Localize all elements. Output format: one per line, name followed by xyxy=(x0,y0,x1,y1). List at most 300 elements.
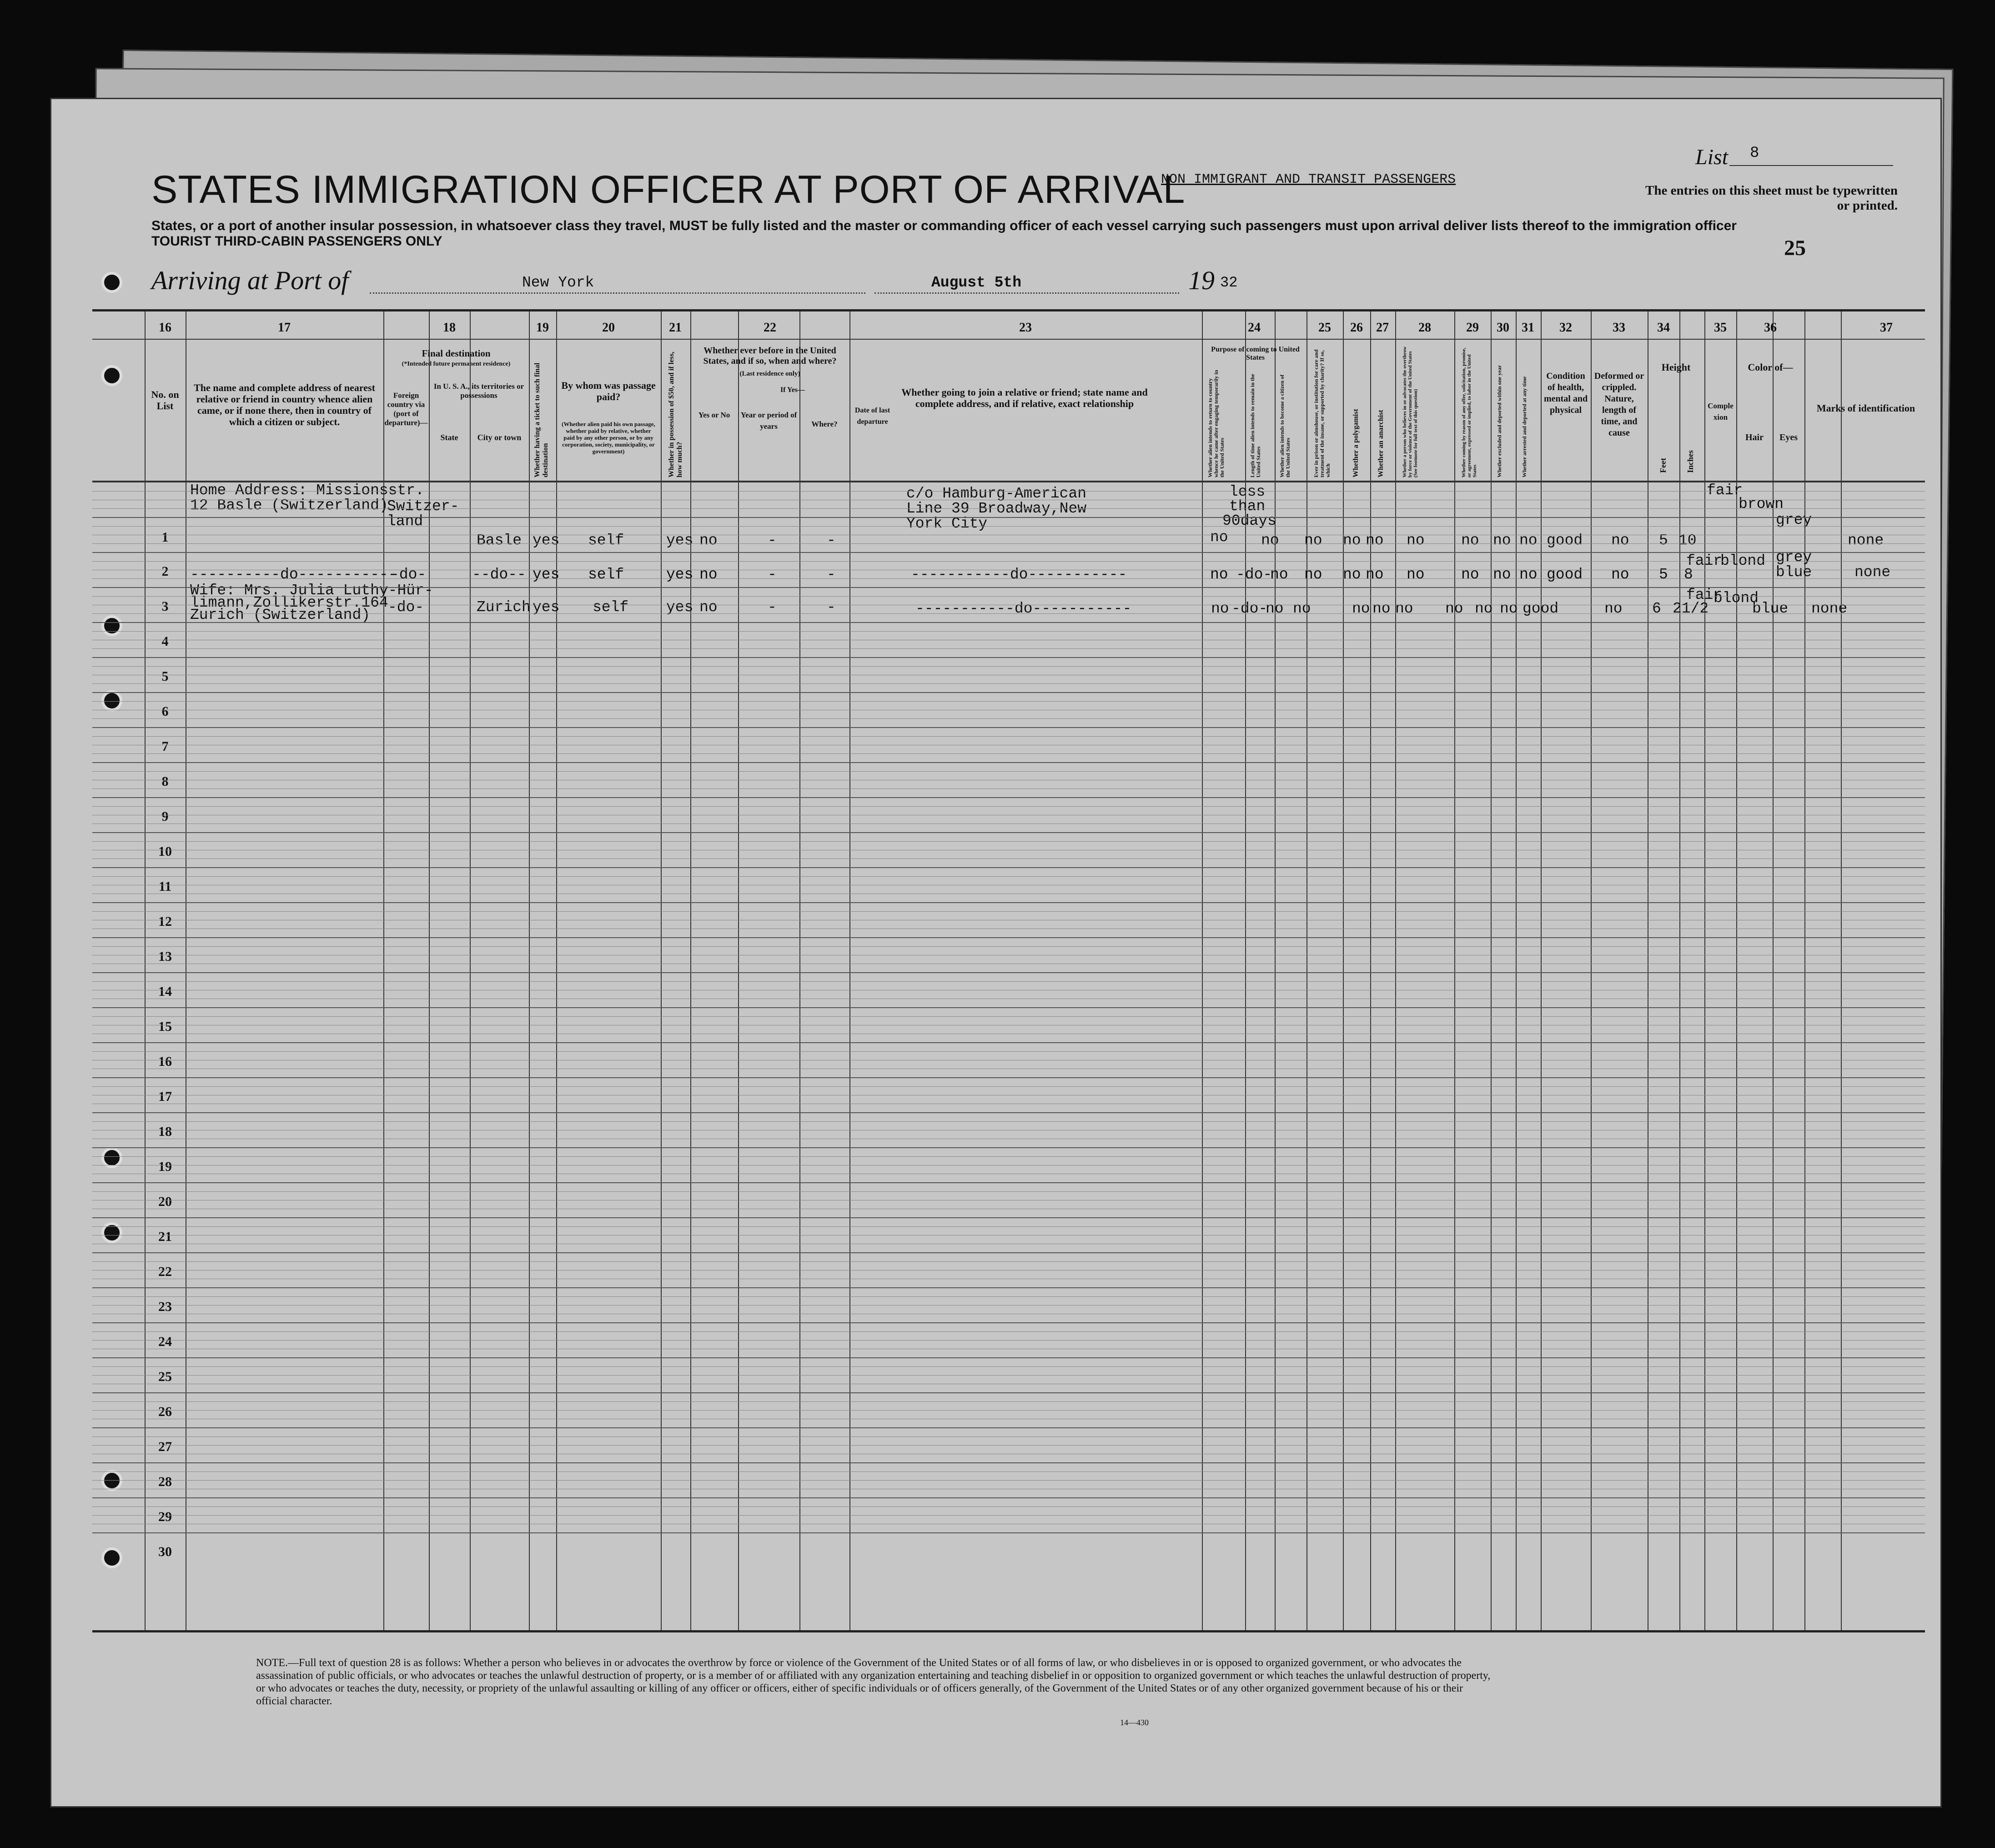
row-number: 13 xyxy=(158,949,172,964)
row-number: 2 xyxy=(161,564,169,579)
passage-paid-by: self xyxy=(588,532,624,549)
advocates-overthrow: no xyxy=(1407,566,1425,583)
row-rule xyxy=(92,578,1925,579)
column-subheader: Whether alien intends to return to country whence he came after engaging temporarily in the United States xyxy=(1207,370,1225,477)
row-rule xyxy=(92,1392,1925,1393)
row-number: 7 xyxy=(161,739,169,754)
row-number: 27 xyxy=(158,1439,172,1454)
row-number: 4 xyxy=(161,634,169,649)
column-divider xyxy=(1541,311,1542,1630)
column-number: 18 xyxy=(443,321,456,335)
row-number: 10 xyxy=(158,844,172,859)
column-subheader: Yes or No xyxy=(698,411,730,419)
column-number: 32 xyxy=(1559,321,1572,335)
row-rule xyxy=(92,1077,1925,1078)
excluded-deported: no xyxy=(1493,566,1511,583)
foreign-via: -do- xyxy=(388,599,424,616)
row-rule xyxy=(92,1497,1925,1498)
row-rule xyxy=(92,981,1925,982)
ever-in-prison: no xyxy=(1304,532,1322,549)
manifest-table xyxy=(92,309,1925,1632)
column-number: 19 xyxy=(536,321,549,335)
row-rule xyxy=(92,657,1925,658)
years-in-us: - xyxy=(768,566,777,583)
has-50-dollars: yes xyxy=(666,566,693,583)
entries-instruction: The entries on this sheet must be typewritten or printed. xyxy=(1645,183,1898,213)
column-subheader: Length of time alien intends to remain in the United States xyxy=(1249,374,1261,477)
row-rule xyxy=(92,552,1925,553)
row-number: 3 xyxy=(161,599,169,614)
row-rule xyxy=(92,622,1925,623)
row-rule xyxy=(92,1445,1925,1446)
deformed: no xyxy=(1611,532,1629,549)
column-number: 31 xyxy=(1522,321,1534,335)
length-of-stay: than xyxy=(1229,498,1266,515)
deformed: no xyxy=(1611,566,1629,583)
row-rule xyxy=(92,692,1925,693)
advocates-overthrow: no xyxy=(1407,532,1425,549)
row-rule xyxy=(92,1261,1925,1262)
length-of-stay: less xyxy=(1229,483,1266,500)
row-rule xyxy=(92,876,1925,877)
row-number: 30 xyxy=(158,1544,172,1559)
column-divider xyxy=(1370,311,1371,1630)
row-number: 22 xyxy=(158,1264,172,1279)
intro-text xyxy=(151,218,1737,249)
column-subheader: Year or period of years xyxy=(740,411,797,431)
port-underline xyxy=(370,292,865,294)
row-rule xyxy=(92,1322,1925,1323)
column-divider xyxy=(1679,311,1680,1630)
relative-address: Home Address: Missionsstr. xyxy=(190,482,424,499)
row-rule xyxy=(92,1156,1925,1157)
row-number: 6 xyxy=(161,704,169,719)
column-number: 35 xyxy=(1714,321,1727,335)
labor-contract: no xyxy=(1445,600,1463,617)
anarchist: no xyxy=(1366,566,1384,583)
years-in-us: - xyxy=(768,599,777,616)
ever-before-in-us: no xyxy=(699,566,718,583)
height-inches: 10 xyxy=(1678,532,1697,549)
row-rule xyxy=(92,727,1925,728)
column-divider xyxy=(529,311,530,1630)
row-number: 25 xyxy=(158,1369,172,1384)
column-divider xyxy=(1736,311,1737,1630)
joining-relative: -----------do----------- xyxy=(911,566,1127,583)
column-divider xyxy=(556,311,557,1630)
row-rule xyxy=(92,736,1925,737)
eye-color: blue xyxy=(1752,600,1789,617)
relative-address: Zurich (Switzerland) xyxy=(190,607,371,623)
row-rule xyxy=(92,613,1925,614)
column-subheader: Hair xyxy=(1745,432,1764,442)
row-rule xyxy=(92,1331,1925,1332)
row-rule xyxy=(92,718,1925,719)
column-header: Marks of identification xyxy=(1816,402,1915,414)
row-rule xyxy=(92,911,1925,912)
ever-before-in-us: no xyxy=(699,599,718,616)
row-rule xyxy=(92,1121,1925,1122)
row-rule xyxy=(92,631,1925,632)
row-rule xyxy=(92,543,1925,544)
row-rule xyxy=(92,1480,1925,1481)
identification-marks: none xyxy=(1848,532,1884,549)
column-header: Whether going to join a relative or friend; state name and complete address, and if relative, exact relationship xyxy=(901,387,1148,409)
column-divider xyxy=(145,311,146,1630)
row-rule xyxy=(92,1471,1925,1472)
column-number: 29 xyxy=(1466,321,1479,335)
row-rule xyxy=(92,1366,1925,1367)
ever-in-prison: no xyxy=(1304,566,1322,583)
arrested-deported: no xyxy=(1500,600,1518,617)
row-number: 1 xyxy=(161,530,169,545)
row-rule xyxy=(92,788,1925,789)
labor-contract: no xyxy=(1461,532,1479,549)
labor-contract: no xyxy=(1461,566,1479,583)
form-number: 14—430 xyxy=(1120,1718,1149,1727)
column-header: Ever in prison or almshouse, or institution for care and treatment of the insane, or supported by charity? If so, which xyxy=(1313,349,1331,477)
row-rule xyxy=(92,1007,1925,1008)
column-header: Whether a polygamist xyxy=(1352,409,1360,477)
row-rule xyxy=(92,1340,1925,1341)
column-divider xyxy=(1804,311,1805,1630)
identification-marks: none xyxy=(1811,600,1848,617)
column-divider xyxy=(1275,311,1276,1630)
column-divider xyxy=(690,311,691,1630)
row-rule xyxy=(92,1410,1925,1411)
complexion: fair xyxy=(1686,552,1723,569)
row-number: 5 xyxy=(161,669,169,684)
row-rule xyxy=(92,1375,1925,1376)
health-condition: good xyxy=(1547,532,1583,549)
column-number: 20 xyxy=(602,321,615,335)
column-subheader: (Whether alien paid his own passage, whether paid by relative, whether paid by any other person, or by any corporation, society, municipality, or government) xyxy=(562,421,655,455)
row-rule xyxy=(92,587,1925,588)
health-condition: good xyxy=(1523,600,1559,617)
relative-address: Wife: Mrs. Julia Luthy-Hür- xyxy=(190,582,433,599)
form-title: STATES IMMIGRATION OFFICER AT PORT OF ARRIVAL xyxy=(151,168,1186,211)
ever-before-in-us: no xyxy=(699,532,718,549)
row-number: 9 xyxy=(161,809,169,824)
excluded-deported: no xyxy=(1493,532,1511,549)
intends-return: no xyxy=(1210,529,1228,546)
row-rule xyxy=(92,1287,1925,1288)
column-subheader: Inches xyxy=(1686,450,1695,473)
column-number: 30 xyxy=(1497,321,1509,335)
row-number: 8 xyxy=(161,774,169,789)
ever-in-prison: no xyxy=(1293,600,1311,617)
row-number: 14 xyxy=(158,984,172,999)
column-divider xyxy=(1841,311,1842,1630)
row-rule xyxy=(92,1086,1925,1087)
height-inches: 8 xyxy=(1684,566,1693,583)
foreign-via: land xyxy=(387,513,423,530)
passage-paid-by: self xyxy=(588,566,624,583)
row-number: 23 xyxy=(158,1299,172,1314)
row-number: 21 xyxy=(158,1229,172,1244)
row-rule xyxy=(92,1016,1925,1017)
column-header: Whether in possession of $50, and if less, how much? xyxy=(668,352,683,477)
column-subheader: In U. S. A., its territories or possessions xyxy=(433,382,524,400)
column-number: 24 xyxy=(1248,321,1261,335)
list-number: 8 xyxy=(1750,145,1759,162)
column-header: Whether arrested and deported at any time xyxy=(1521,376,1528,477)
column-divider xyxy=(1454,311,1455,1630)
row-number: 19 xyxy=(158,1159,172,1174)
column-subheader: Feet xyxy=(1658,458,1668,473)
row-rule xyxy=(92,491,1925,492)
column-number: 27 xyxy=(1376,321,1389,335)
intro-line: TOURIST THIRD-CABIN PASSENGERS ONLY xyxy=(151,234,442,249)
column-number: 26 xyxy=(1350,321,1363,335)
passage-paid-by: self xyxy=(593,599,629,616)
year-suffix: 32 xyxy=(1220,274,1238,291)
column-divider xyxy=(1343,311,1344,1630)
column-divider xyxy=(1491,311,1492,1630)
column-subheader: Date of last departure xyxy=(854,407,890,426)
row-rule xyxy=(92,1427,1925,1428)
eye-color: grey xyxy=(1776,549,1812,566)
length-of-stay: -do- xyxy=(1236,566,1272,583)
intro-line: States, or a port of another insular possession, in whatsoever class they travel, MUST be fully listed and the master or commanding officer of each vessel carrying such passengers must upon arrival deliver lists thereof to the immigration officer xyxy=(151,218,1737,233)
intends-citizenship: no xyxy=(1261,532,1279,549)
row-rule xyxy=(92,902,1925,903)
arriving-label: Arriving at Port of xyxy=(151,266,349,295)
where-in-us: - xyxy=(827,599,836,616)
column-number-divider xyxy=(92,339,1925,340)
row-rule xyxy=(92,1462,1925,1463)
row-rule xyxy=(92,1532,1925,1533)
column-header: Final destination xyxy=(422,348,491,359)
complexion: fair xyxy=(1707,482,1743,499)
column-subheader: Eyes xyxy=(1779,432,1798,442)
has-ticket: yes xyxy=(533,566,560,583)
column-header: By whom was passage paid? xyxy=(561,380,656,402)
hair-color: blond xyxy=(1714,590,1759,607)
column-number: 33 xyxy=(1613,321,1625,335)
row-rule xyxy=(92,517,1925,518)
identification-marks: none xyxy=(1854,564,1891,581)
column-number: 16 xyxy=(159,321,171,335)
height-inches: 21/2 xyxy=(1673,600,1709,617)
page-number: 25 xyxy=(1784,236,1806,260)
column-number: 22 xyxy=(764,321,776,335)
row-number: 11 xyxy=(158,879,172,894)
year-prefix: 19 xyxy=(1188,266,1215,295)
column-divider xyxy=(470,311,471,1630)
row-rule xyxy=(92,1357,1925,1358)
row-rule xyxy=(92,1051,1925,1052)
row-rule xyxy=(92,1147,1925,1148)
joining-relative: York City xyxy=(906,515,988,532)
row-rule xyxy=(92,797,1925,798)
column-header: Whether excluded and deported within one year xyxy=(1496,365,1503,477)
arrested-deported: no xyxy=(1519,532,1538,549)
row-rule xyxy=(92,1436,1925,1437)
binder-hole xyxy=(101,272,122,293)
column-subheader: City or town xyxy=(477,433,522,442)
row-rule xyxy=(92,806,1925,807)
row-number: 16 xyxy=(158,1054,172,1069)
relative-address: 12 Basle (Switzerland) xyxy=(190,497,388,514)
form-subtitle-stamp: NON IMMIGRANT AND TRANSIT PASSENGERS xyxy=(1161,172,1456,187)
row-number: 28 xyxy=(158,1474,172,1489)
row-number: 15 xyxy=(158,1019,172,1034)
row-rule xyxy=(92,753,1925,754)
polygamist: no xyxy=(1343,566,1361,583)
row-rule xyxy=(92,508,1925,509)
row-number: 24 xyxy=(158,1334,172,1349)
column-header: Whether coming by reason of any offer, solicitation, promise, or agreement, expressed or implied, to labor in the United States xyxy=(1461,347,1477,477)
row-rule xyxy=(92,1296,1925,1297)
column-header: Whether an anarchist xyxy=(1377,410,1385,477)
date-value: August 5th xyxy=(931,274,1022,291)
column-subheader: Foreign country via (port of departure)— xyxy=(384,391,428,427)
column-number: 36 xyxy=(1764,321,1777,335)
row-rule xyxy=(92,1191,1925,1192)
health-condition: good xyxy=(1547,566,1583,583)
column-header: Condition of health, mental and physical xyxy=(1543,371,1588,415)
row-rule xyxy=(92,1042,1925,1043)
date-underline xyxy=(874,292,1179,294)
where-in-us: - xyxy=(827,566,836,583)
destination-city: --do-- xyxy=(472,566,526,583)
eye-color: grey xyxy=(1776,512,1812,528)
row-rule xyxy=(92,841,1925,842)
has-50-dollars: yes xyxy=(666,532,693,549)
polygamist: no xyxy=(1352,600,1370,617)
row-rule xyxy=(92,1515,1925,1516)
intends-return: no xyxy=(1210,566,1228,583)
row-rule xyxy=(92,867,1925,868)
foreign-via: -do- xyxy=(390,566,427,583)
row-rule xyxy=(92,1112,1925,1113)
row-rule xyxy=(92,1401,1925,1402)
row-number: 29 xyxy=(158,1509,172,1524)
has-ticket: yes xyxy=(533,599,560,616)
intends-return: no xyxy=(1211,600,1229,617)
column-number: 28 xyxy=(1418,321,1431,335)
has-ticket: yes xyxy=(533,532,560,549)
column-header: Complexion xyxy=(1708,402,1734,422)
joining-relative: Line 39 Broadway,New xyxy=(906,500,1087,517)
row-rule xyxy=(92,1217,1925,1218)
port-value: New York xyxy=(522,274,594,291)
polygamist: no xyxy=(1343,532,1361,549)
row-number: 18 xyxy=(158,1124,172,1139)
column-divider xyxy=(738,311,739,1630)
row-rule xyxy=(92,526,1925,527)
column-header: The name and complete address of nearest relative or friend in country whence alien came, or if none there, then in country of which a citizen or subject. xyxy=(194,382,375,427)
column-number: 21 xyxy=(669,321,682,335)
relative-address: ----------do----------- xyxy=(190,566,397,583)
row-rule xyxy=(92,1305,1925,1306)
advocates-overthrow: no xyxy=(1395,600,1413,617)
column-number: 25 xyxy=(1318,321,1331,335)
hair-color: brown xyxy=(1739,496,1784,512)
row-rule xyxy=(92,1182,1925,1183)
anarchist: no xyxy=(1372,600,1391,617)
column-header: No. on List xyxy=(151,389,179,412)
column-divider xyxy=(799,311,800,1630)
column-header: Color of— xyxy=(1748,362,1793,373)
relative-address: limann,Zollikerstr.164 xyxy=(190,594,388,611)
height-feet: 6 xyxy=(1652,600,1661,617)
column-header: Whether a person who believes in or advocates the overthrow by force or violence of the Government of the United States (See footnote for full text of this question) xyxy=(1402,346,1418,477)
footnote-question-28: NOTE.—Full text of question 28 is as follows: Whether a person who believes in or advocates the overthrow by force or violence of the Government of the United States or of all forms of law, or who disbelieves in or is opposed to organized government, or who advocates the assassination of public officials, or who advocates or teaches the unlawful destruction of property, or is a member of or affiliated with any organization entertaining and teaching disbelief in or opposition to organized government or which teaches the unlawful destruction of property, or who advocates or teaches the duty, necessity, or propriety of the unlawful assaulting or killing of any officer or officers, either of specific individuals or of officers generally, of the Government of the United States or of any other organized government because of his or their official character. xyxy=(256,1657,1491,1707)
column-divider xyxy=(1516,311,1517,1630)
deformed: no xyxy=(1604,600,1623,617)
column-subheader: Whether alien intends to become a citizen of the United States xyxy=(1279,374,1291,477)
row-rule xyxy=(92,1252,1925,1253)
destination-city: Zurich xyxy=(477,599,531,616)
row-rule xyxy=(92,561,1925,562)
column-divider xyxy=(661,311,662,1630)
eye-color: blue xyxy=(1776,564,1812,581)
anarchist: no xyxy=(1366,532,1384,549)
destination-city: Basle xyxy=(477,532,522,549)
complexion: fair xyxy=(1686,587,1723,603)
column-header: Whether having a ticket to such final destination xyxy=(533,362,549,477)
where-in-us: - xyxy=(827,532,836,549)
foreign-via: Switzer- xyxy=(387,498,459,515)
arrested-deported: no xyxy=(1519,566,1538,583)
column-header: Purpose of coming to United States xyxy=(1211,346,1300,362)
intends-citizenship: no xyxy=(1266,600,1284,617)
column-divider xyxy=(1202,311,1203,1630)
row-rule xyxy=(92,946,1925,947)
column-header: Deformed or crippled. Nature, length of time, and cause xyxy=(1594,371,1644,438)
row-number: 12 xyxy=(158,914,172,929)
row-rule xyxy=(92,596,1925,597)
row-rule xyxy=(92,771,1925,772)
column-header: Whether ever before in the United States, and if so, when and where? xyxy=(703,346,837,366)
excluded-deported: no xyxy=(1475,600,1493,617)
row-rule xyxy=(92,832,1925,833)
column-subheader: State xyxy=(440,433,458,442)
column-subheader: (Last residence only) xyxy=(739,370,800,377)
row-rule xyxy=(92,1226,1925,1227)
column-number: 37 xyxy=(1880,321,1893,335)
row-rule xyxy=(92,701,1925,702)
intends-citizenship: no xyxy=(1270,566,1288,583)
manifest-sheet xyxy=(50,98,1942,1808)
row-number: 17 xyxy=(158,1089,172,1104)
list-label: List xyxy=(1695,145,1729,169)
row-rule xyxy=(92,648,1925,649)
joining-relative: c/o Hamburg-American xyxy=(906,485,1087,502)
row-number: 26 xyxy=(158,1404,172,1419)
column-number: 23 xyxy=(1019,321,1032,335)
row-rule xyxy=(92,666,1925,667)
row-rule xyxy=(92,972,1925,973)
column-subheader: (*Intended future permanent residence) xyxy=(402,361,511,367)
column-divider xyxy=(1591,311,1592,1630)
length-of-stay: -do- xyxy=(1231,600,1268,617)
height-feet: 5 xyxy=(1659,532,1668,549)
joining-relative: -----------do----------- xyxy=(915,600,1132,617)
column-subheader: Where? xyxy=(811,420,838,428)
row-rule xyxy=(92,683,1925,684)
column-divider xyxy=(1704,311,1705,1630)
list-underline xyxy=(1729,165,1893,166)
height-feet: 5 xyxy=(1659,566,1668,583)
row-rule xyxy=(92,937,1925,938)
years-in-us: - xyxy=(768,532,777,549)
has-50-dollars: yes xyxy=(666,599,693,616)
column-number: 34 xyxy=(1657,321,1670,335)
row-number: 20 xyxy=(158,1194,172,1209)
